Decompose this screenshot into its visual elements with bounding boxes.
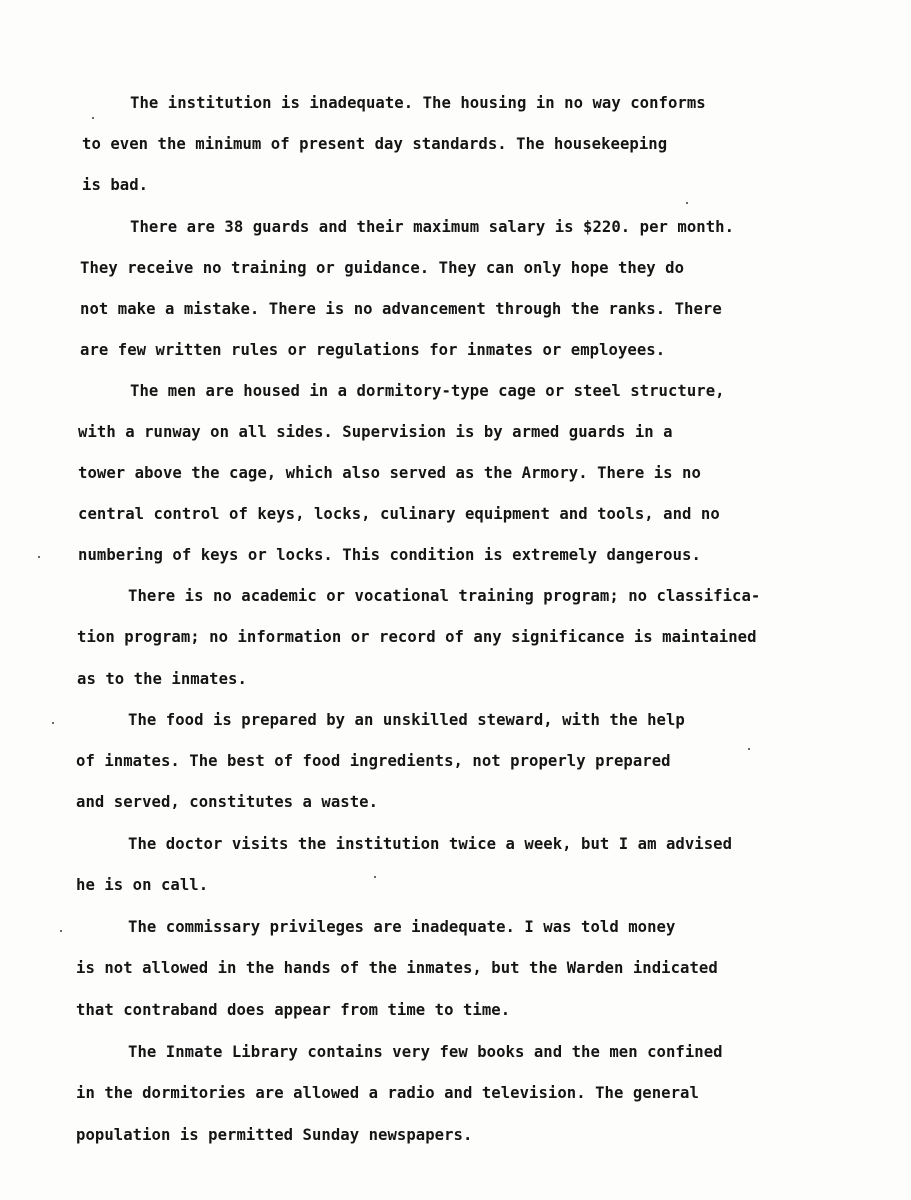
scan-speck xyxy=(686,202,688,204)
text-line: population is permitted Sunday newspapers. xyxy=(76,1126,473,1144)
text-line: There is no academic or vocational training program; no classifica- xyxy=(128,587,761,605)
text-line: There are 38 guards and their maximum salary is $220. per month. xyxy=(130,218,735,236)
text-line: tower above the cage, which also served as the Armory. There is no xyxy=(78,464,701,482)
text-line: The doctor visits the institution twice a week, but I am advised xyxy=(128,835,733,853)
text-line: he is on call. xyxy=(76,876,209,894)
text-line: as to the inmates. xyxy=(77,670,247,688)
scan-speck xyxy=(60,930,62,932)
scan-speck xyxy=(52,722,54,724)
text-line: to even the minimum of present day standards. The housekeeping xyxy=(82,135,668,153)
text-line: The commissary privileges are inadequate. I was told money xyxy=(128,918,676,936)
scan-speck xyxy=(38,556,40,558)
text-line: is not allowed in the hands of the inmates, but the Warden indicated xyxy=(76,959,718,977)
text-line: are few written rules or regulations for inmates or employees. xyxy=(80,341,666,359)
text-line: The institution is inadequate. The housing in no way conforms xyxy=(130,94,706,112)
scan-speck xyxy=(374,876,376,878)
text-line: tion program; no information or record of any significance is maintained xyxy=(77,628,757,646)
text-line: The men are housed in a dormitory-type cage or steel structure, xyxy=(130,382,725,400)
text-line: in the dormitories are allowed a radio and television. The general xyxy=(76,1084,699,1102)
text-line: numbering of keys or locks. This condition is extremely dangerous. xyxy=(78,546,701,564)
text-line: The Inmate Library contains very few books and the men confined xyxy=(128,1043,723,1061)
text-line: central control of keys, locks, culinary equipment and tools, and no xyxy=(78,505,720,523)
text-line: and served, constitutes a waste. xyxy=(76,793,379,811)
text-line: with a runway on all sides. Supervision is by armed guards in a xyxy=(78,423,673,441)
text-line: is bad. xyxy=(82,176,149,194)
text-line: of inmates. The best of food ingredients, not properly prepared xyxy=(76,752,671,770)
text-line: not make a mistake. There is no advancement through the ranks. There xyxy=(80,300,722,318)
scan-speck xyxy=(748,748,750,750)
text-line: The food is prepared by an unskilled steward, with the help xyxy=(128,711,685,729)
scan-speck xyxy=(92,117,94,119)
text-line: that contraband does appear from time to time. xyxy=(76,1001,511,1019)
text-line: They receive no training or guidance. They can only hope they do xyxy=(80,259,685,277)
